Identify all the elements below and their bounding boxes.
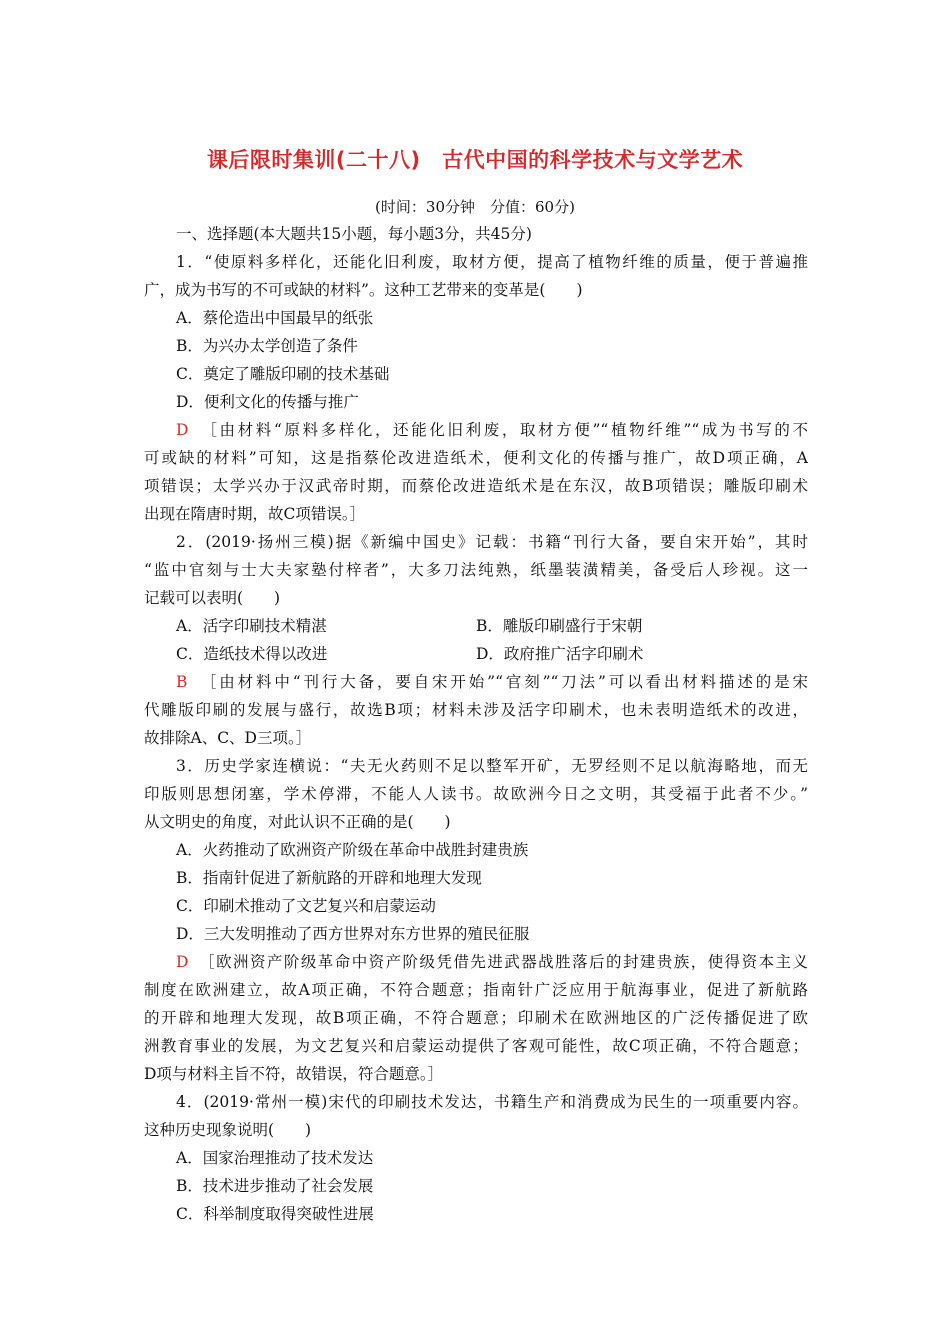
question-2-option-d: D．政府推广活字印刷术: [476, 645, 644, 663]
question-2-answer: B: [176, 673, 188, 691]
question-2-options-row-2: [144, 640, 808, 668]
question-4-stem: 4．(2019·常州一模)宋代的印刷技术发达，书籍生产和消费成为民生的一项重要内容。: [176, 1093, 808, 1111]
question-3-stem: 3．历史学家连横说：“夫无火药则不足以整军开矿，无罗经则不足以航海略地，而无: [176, 757, 808, 775]
question-3-option-c: C．印刷术推动了文艺复兴和启蒙运动: [176, 897, 436, 915]
question-3-explanation-cont: D项与材料主旨不符，故错误，符合题意。］: [144, 1065, 444, 1083]
question-3-stem-cont: 印版则思想闭塞，学术停滞，不能人人读书。故欧洲今日之文明，其受福于此者不少。”: [144, 785, 808, 803]
question-2-stem: 2．(2019·扬州三模)据《新编中国史》记载：书籍“刊行大备，要自宋开始”，其时: [176, 533, 808, 551]
question-2-stem-cont: “监中官刻与士大夫家塾付梓者”，大多刀法纯熟，纸墨装潢精美，备受后人珍视。这一: [144, 561, 808, 579]
question-2-options-row-1: [144, 612, 808, 640]
question-1-option-a: A．蔡伦造出中国最早的纸张: [176, 309, 374, 327]
question-2-explanation-cont: 故排除A、C、D三项。］: [144, 729, 312, 747]
question-3-stem-cont: 从文明史的角度，对此认识不正确的是( ): [144, 813, 451, 831]
page-title: 课后限时集训(二十八) 古代中国的科学技术与文学艺术: [206, 148, 744, 172]
question-1-stem-cont: 广，成为书写的不可或缺的材料”。这种工艺带来的变革是( ): [144, 281, 583, 299]
question-1-explanation: D ［由材料“原料多样化，还能化旧利废，取材方便”“植物纤维”“成为书写的不: [176, 421, 808, 439]
section-heading: 一、选择题(本大题共15小题，每小题3分，共45分): [176, 225, 532, 243]
question-2-option-a: A．活字印刷技术精湛: [176, 617, 327, 635]
question-3-explanation-cont: 制度在欧洲建立，故A项正确，不符合题意；指南针广泛应用于航海事业，促进了新航路: [144, 981, 808, 999]
question-2-stem-cont: 记载可以表明( ): [144, 589, 281, 607]
question-2-option-c: C．造纸技术得以改进: [176, 645, 328, 663]
question-3-answer: D: [176, 953, 189, 971]
question-1-explanation-cont: 出现在隋唐时期，故C项错误。］: [144, 505, 366, 523]
question-4-option-a: A．国家治理推动了技术发达: [176, 1149, 374, 1167]
question-4-option-b: B．技术进步推动了社会发展: [176, 1177, 374, 1195]
question-3-option-a: A．火药推动了欧洲资产阶级在革命中战胜封建贵族: [176, 841, 529, 859]
question-body: [144, 220, 808, 1228]
question-1-stem: 1．“使原料多样化，还能化旧利废，取材方便，提高了植物纤维的质量，便于普遍推: [176, 253, 808, 271]
time-score-info: (时间：30分钟 分值：60分): [375, 198, 575, 216]
question-3-option-b: B．指南针促进了新航路的开辟和地理大发现: [176, 869, 482, 887]
question-4-option-c: C．科举制度取得突破性进展: [176, 1205, 374, 1223]
question-3-option-d: D．三大发明推动了西方世界对东方世界的殖民征服: [176, 925, 530, 943]
question-2-option-b: B．雕版印刷盛行于宋朝: [476, 617, 643, 635]
question-1-option-b: B．为兴办太学创造了条件: [176, 337, 358, 355]
question-2-explanation-cont: 代雕版印刷的发展与盛行，故选B项；材料未涉及活字印刷术，也未表明造纸术的改进，: [144, 701, 808, 719]
question-4-stem-cont: 这种历史现象说明( ): [144, 1121, 312, 1139]
question-3-explanation: D ［欧洲资产阶级革命中资产阶级凭借先进武器战胜落后的封建贵族，使得资本主义: [176, 953, 808, 971]
question-1-answer: D: [176, 421, 189, 439]
question-3-explanation-cont: 洲教育事业的发展，为文艺复兴和启蒙运动提供了客观可能性，故C项正确，不符合题意；: [144, 1037, 808, 1055]
question-2-explanation: B ［由材料中“刊行大备，要自宋开始”“官刻”“刀法”可以看出材料描述的是宋: [176, 673, 808, 691]
question-1-option-c: C．奠定了雕版印刷的技术基础: [176, 365, 390, 383]
question-3-explanation-cont: 的开辟和地理大发现，故B项正确，不符合题意；印刷术在欧洲地区的广泛传播促进了欧: [144, 1009, 808, 1027]
question-1-explanation-cont: 项错误；太学兴办于汉武帝时期，而蔡伦改进造纸术是在东汉，故B项错误；雕版印刷术: [144, 477, 808, 495]
question-1-explanation-cont: 可或缺的材料”可知，这是指蔡伦改进造纸术，便利文化的传播与推广，故D项正确，A: [144, 449, 808, 467]
question-1-option-d: D．便利文化的传播与推广: [176, 393, 359, 411]
